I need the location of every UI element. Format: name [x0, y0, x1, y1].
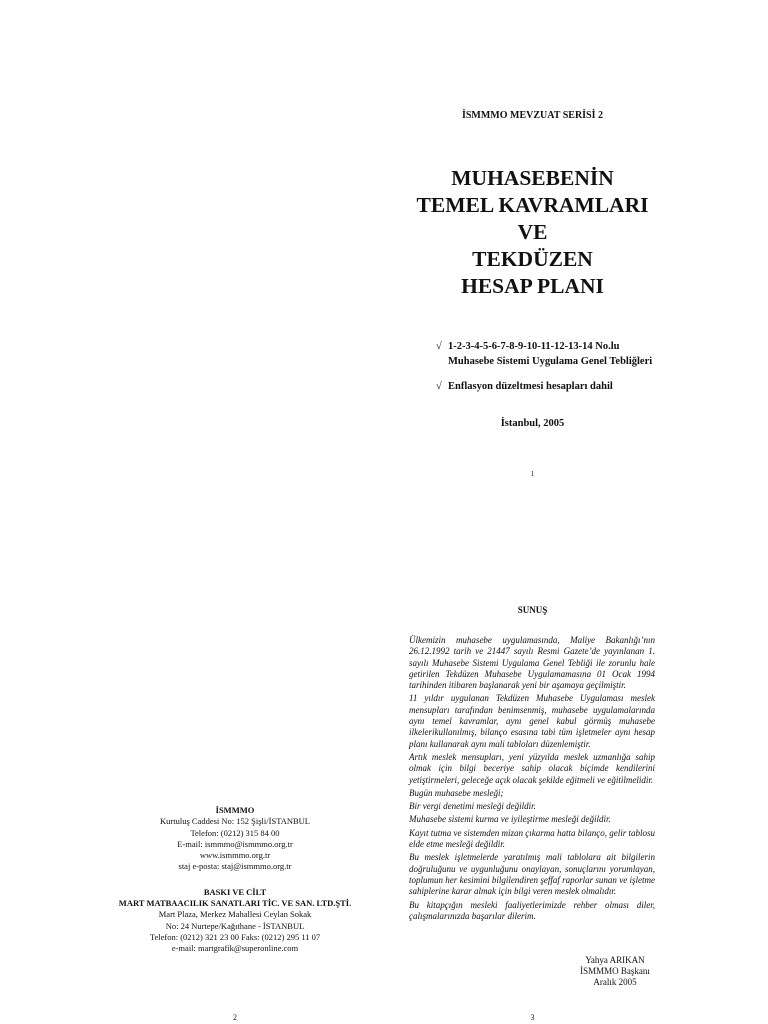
title-line: HESAP PLANI: [461, 274, 604, 298]
foreword-paragraph: Bu meslek işletmelerde yaratılmış mali tablolara ait bilgilerin doğruluğunu ve uygunluğunu onaylayan, sonuçlarını yorumlayan, toplumun her kesimini bilgilendiren şeffaf raporlar sunan ve işletme sahiplerine karar almak için bilgi veren meslek olmalıdır.: [409, 852, 655, 897]
org-email: E-mail: ismmmo@ismmmo.org.tr: [177, 838, 293, 849]
foreword-body: [409, 635, 655, 924]
title-line: MUHASEBENİN: [451, 166, 614, 190]
book-title: [390, 165, 675, 300]
signature-name: Yahya ARIKAN: [585, 955, 645, 965]
page-number: 1: [530, 470, 535, 478]
series-title: İSMMMO MEVZUAT SERİSİ 2: [461, 110, 604, 121]
foreword-paragraph: 11 yıldır uygulanan Tekdüzen Muhasebe Uygulaması meslek mensupları tarafından benimsenmiş, muhasebe uygulamalarında aynı temel kavramlar, aynı genel kabul görmüş muhasebe ilkelerikullanılmış, bilanço esasına tabi tüm işletmeler aynı hesap planı kullanarak aynı mali tabloları düzenlemiştir.: [409, 693, 655, 749]
signature-title: İSMMMO Başkanı: [580, 966, 650, 976]
org-phone: Telefon: (0212) 315 84 00: [190, 827, 280, 838]
signature-block: [560, 955, 670, 988]
feature-line: Enflasyon düzeltmesi hesapları dahil: [448, 381, 613, 392]
feature-line: Muhasebe Sistemi Uygulama Genel Tebliğleri: [448, 355, 653, 367]
feature-line: 1-2-3-4-5-6-7-8-9-10-11-12-13-14 No.lu: [448, 341, 620, 352]
page-number: 3: [530, 1013, 535, 1022]
checkmark-icon: √: [436, 341, 442, 352]
print-heading: BASKI VE CİLT: [203, 886, 267, 897]
title-line: TEMEL KAVRAMLARI: [416, 193, 649, 217]
printer-phone: Telefon: (0212) 321 23 00 Faks: (0212) 295 11 07: [149, 931, 321, 942]
foreword-paragraph: Bu kitapçığın mesleki faaliyetlerimizde rehber olması diler, çalışmalarınızda başarılar dilerim.: [409, 899, 655, 921]
foreword-heading: SUNUŞ: [517, 605, 548, 615]
checkmark-icon: √: [436, 381, 442, 392]
feature-item: [436, 340, 696, 369]
printer-address: No: 24 Nurtepe/Kağıthane - İSTANBUL: [165, 920, 305, 931]
foreword-paragraph: Bir vergi denetimi mesleği değildir.: [409, 801, 536, 812]
imprint-block: [110, 805, 360, 955]
signature-date: Aralık 2005: [593, 977, 637, 987]
feature-list: [436, 340, 696, 406]
title-line: TEKDÜZEN: [472, 247, 593, 271]
place-date: İstanbul, 2005: [500, 418, 565, 429]
foreword-paragraph: Kayıt tutma ve sistemden mizan çıkarma hatta bilanço, gelir tablosu elde etme mesleği değildir.: [409, 827, 655, 850]
foreword-paragraph: Ülkemizin muhasebe uygulamasında, Maliye Bakanlığı’nın 26.12.1992 tarih ve 21447 sayılı Resmi Gazete’de yayınlanan 1. sayılı Muhasebe Sistemi Uygulama Genel Tebliği ile zorunlu hale getirilen Tekdüzen Muhasebe Uygulamamasına 01 Ocak 1994 tarihinden itibaren başlanarak yeni bir aşamaya geçilmiştir.: [409, 635, 655, 691]
printer-email: e-mail: martgrafik@superonline.com: [171, 943, 299, 954]
feature-item: [436, 380, 696, 395]
org-staj-email: staj e-posta: staj@ismmmo.org.tr: [178, 861, 292, 872]
org-website: www.ismmmo.org.tr: [199, 850, 271, 861]
title-line: VE: [517, 220, 548, 244]
printer-name: MART MATBAACILIK SANATLARI TİC. VE SAN. LTD.ŞTİ.: [118, 898, 352, 909]
foreword-paragraph: Muhasebe sistemi kurma ve iyileştirme mesleği değildir.: [409, 814, 611, 825]
printer-address: Mart Plaza, Merkez Mahallesi Ceylan Sokak: [158, 909, 312, 920]
org-name: İSMMMO: [215, 805, 255, 815]
page-number: 2: [233, 1013, 237, 1022]
foreword-paragraph: Bugün muhasebe mesleği;: [409, 787, 504, 798]
foreword-paragraph: Artık meslek mensupları, yeni yüzyılda meslek uzmanlığa sahip olmak için bilgi beceriye sahip olacak biçimde kendilerini yetiştirmeleri, geleceğe açık olacak şekilde eğitmeli ve eğitilmelidir.: [409, 751, 655, 785]
org-address: Kurtuluş Caddesi No: 152 Şişli/İSTANBUL: [160, 816, 310, 827]
